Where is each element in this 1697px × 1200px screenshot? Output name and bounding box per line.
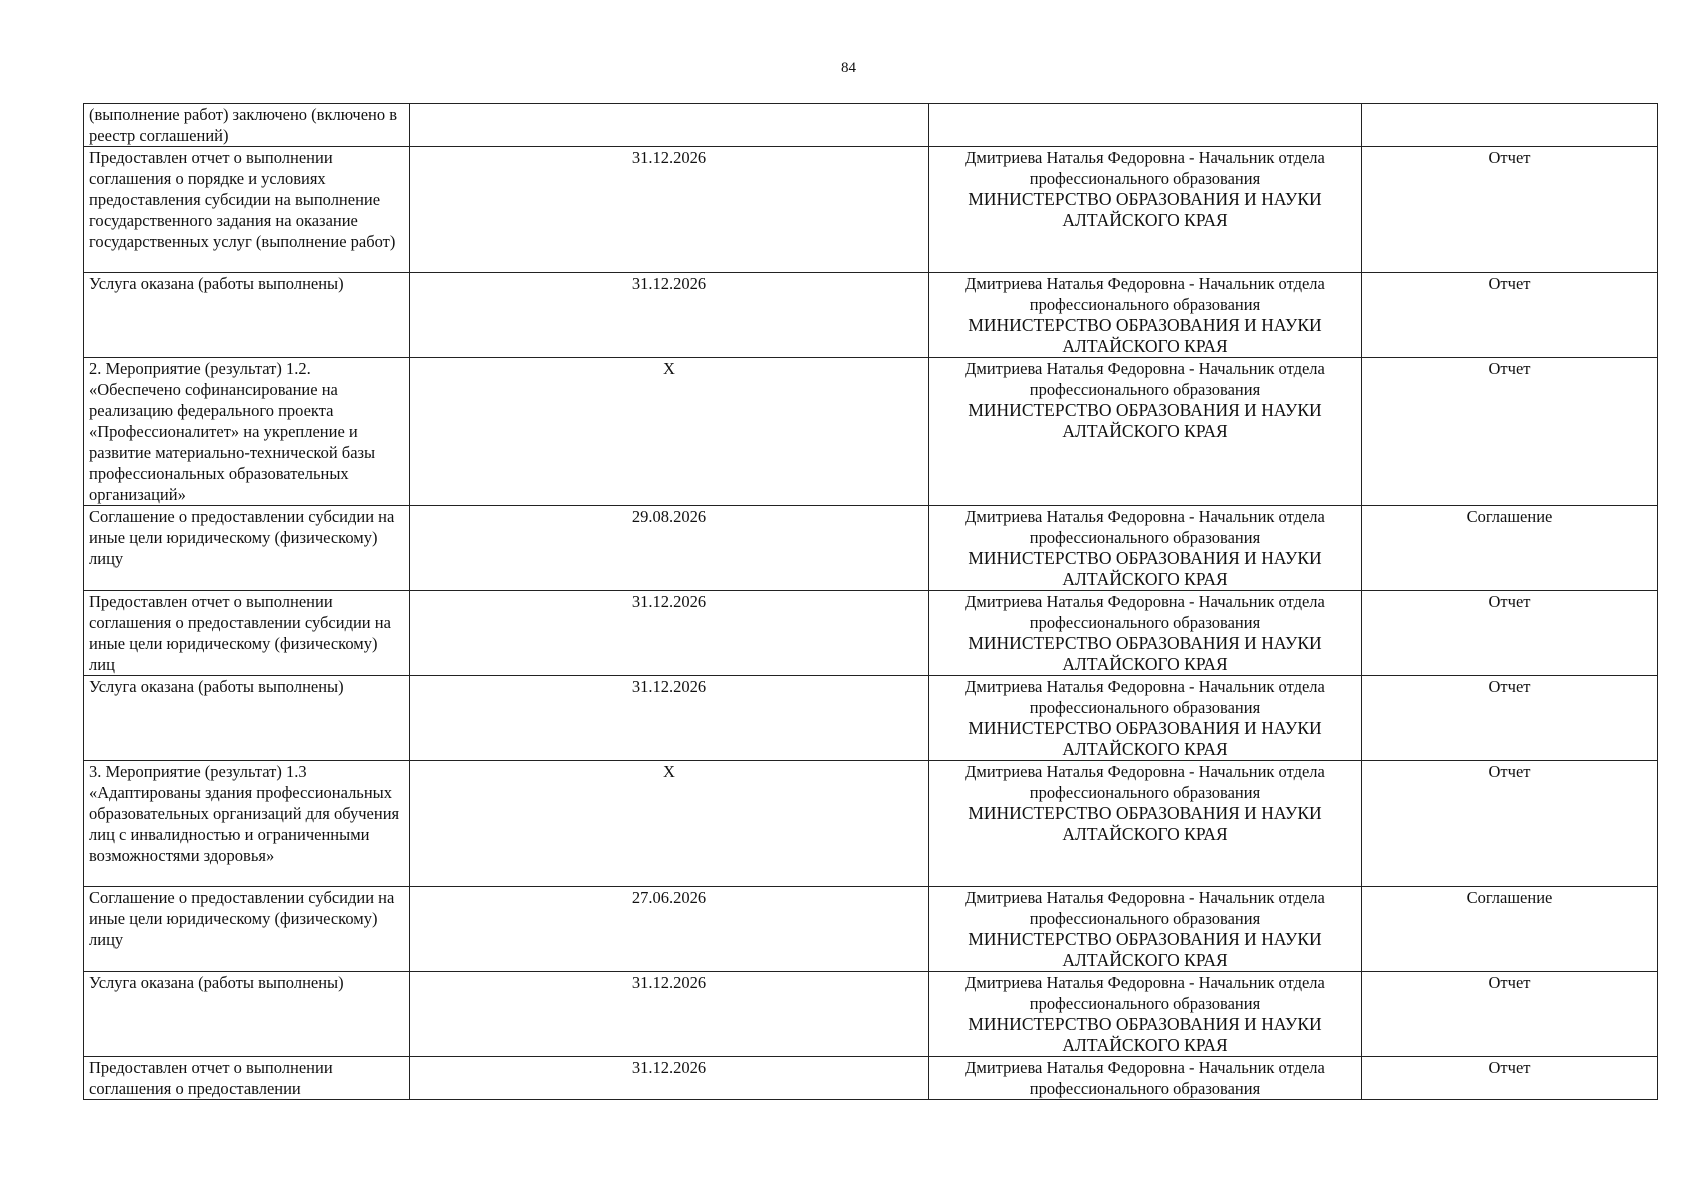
date-cell: 31.12.2026 [410, 147, 929, 273]
responsible-department: профессионального образования [1029, 909, 1261, 928]
document-type-cell [1362, 104, 1658, 147]
responsible-department: профессионального образования [1029, 698, 1261, 717]
responsible-name: Дмитриева Наталья Федоровна - Начальник отдела [965, 148, 1325, 167]
responsible-cell [929, 887, 1362, 972]
date-cell: 29.08.2026 [410, 506, 929, 591]
table-row [84, 591, 1658, 676]
responsible-name: Дмитриева Наталья Федоровна - Начальник отдела [965, 507, 1325, 526]
document-type-cell: Отчет [1362, 761, 1658, 887]
responsible-name: Дмитриева Наталья Федоровна - Начальник отдела [965, 592, 1325, 611]
table-row [84, 761, 1658, 887]
responsible-name: Дмитриева Наталья Федоровна - Начальник отдела [965, 359, 1325, 378]
responsible-department: профессионального образования [1029, 783, 1261, 802]
table-row [84, 1057, 1658, 1100]
responsible-department: профессионального образования [1029, 1079, 1261, 1098]
document-type-cell: Соглашение [1362, 506, 1658, 591]
table-body [84, 104, 1658, 1100]
plan-table [83, 103, 1658, 1100]
responsible-cell [929, 506, 1362, 591]
document-type-cell: Отчет [1362, 358, 1658, 506]
responsible-organization: МИНИСТЕРСТВО ОБРАЗОВАНИЯ И НАУКИ АЛТАЙСКОГО КРАЯ [968, 400, 1322, 441]
table-row [84, 887, 1658, 972]
event-cell: Услуга оказана (работы выполнены) [84, 676, 410, 761]
responsible-organization: МИНИСТЕРСТВО ОБРАЗОВАНИЯ И НАУКИ АЛТАЙСКОГО КРАЯ [968, 315, 1322, 356]
responsible-organization: МИНИСТЕРСТВО ОБРАЗОВАНИЯ И НАУКИ АЛТАЙСКОГО КРАЯ [968, 803, 1322, 844]
document-type-cell: Соглашение [1362, 887, 1658, 972]
date-cell: X [410, 761, 929, 887]
date-cell: 31.12.2026 [410, 591, 929, 676]
document-type-cell: Отчет [1362, 676, 1658, 761]
date-cell [410, 104, 929, 147]
responsible-cell [929, 358, 1362, 506]
responsible-organization: МИНИСТЕРСТВО ОБРАЗОВАНИЯ И НАУКИ АЛТАЙСКОГО КРАЯ [968, 1014, 1322, 1055]
table-row [84, 506, 1658, 591]
event-cell: Соглашение о предоставлении субсидии на иные цели юридическому (физическому) лицу [84, 506, 410, 591]
document-type-cell: Отчет [1362, 147, 1658, 273]
event-cell: Услуга оказана (работы выполнены) [84, 273, 410, 358]
event-cell: Предоставлен отчет о выполнении соглашения о предоставлении субсидии на иные цели юридическому (физическому) лиц [84, 591, 410, 676]
responsible-name: Дмитриева Наталья Федоровна - Начальник отдела [965, 274, 1325, 293]
responsible-organization: МИНИСТЕРСТВО ОБРАЗОВАНИЯ И НАУКИ АЛТАЙСКОГО КРАЯ [968, 548, 1322, 589]
table-row [84, 147, 1658, 273]
responsible-organization: МИНИСТЕРСТВО ОБРАЗОВАНИЯ И НАУКИ АЛТАЙСКОГО КРАЯ [968, 929, 1322, 970]
date-cell: 31.12.2026 [410, 273, 929, 358]
responsible-department: профессионального образования [1029, 380, 1261, 399]
responsible-organization: МИНИСТЕРСТВО ОБРАЗОВАНИЯ И НАУКИ АЛТАЙСКОГО КРАЯ [968, 718, 1322, 759]
table-row [84, 358, 1658, 506]
date-cell: 31.12.2026 [410, 1057, 929, 1100]
responsible-cell [929, 147, 1362, 273]
document-type-cell: Отчет [1362, 591, 1658, 676]
event-cell: (выполнение работ) заключено (включено в реестр соглашений) [84, 104, 410, 147]
date-cell: 27.06.2026 [410, 887, 929, 972]
event-cell: Услуга оказана (работы выполнены) [84, 972, 410, 1057]
event-cell: 2. Мероприятие (результат) 1.2. «Обеспечено софинансирование на реализацию федерального проекта «Профессионалитет» на укрепление и развитие материально-технической базы профессиональных образовательных организаций» [84, 358, 410, 506]
event-cell: Предоставлен отчет о выполнении соглашения о порядке и условиях предоставления субсидии на выполнение государственного задания на оказание государственных услуг (выполнение работ) [84, 147, 410, 273]
responsible-department: профессионального образования [1029, 994, 1261, 1013]
responsible-cell [929, 676, 1362, 761]
responsible-cell [929, 273, 1362, 358]
responsible-department: профессионального образования [1029, 169, 1261, 188]
table-row [84, 104, 1658, 147]
responsible-cell [929, 972, 1362, 1057]
responsible-name: Дмитриева Наталья Федоровна - Начальник отдела [965, 762, 1325, 781]
responsible-cell [929, 591, 1362, 676]
responsible-department: профессионального образования [1029, 528, 1261, 547]
document-type-cell: Отчет [1362, 1057, 1658, 1100]
table-row [84, 273, 1658, 358]
document-type-cell: Отчет [1362, 273, 1658, 358]
responsible-name: Дмитриева Наталья Федоровна - Начальник отдела [965, 888, 1325, 907]
page-number: 84 [841, 60, 856, 76]
responsible-name: Дмитриева Наталья Федоровна - Начальник отдела [965, 973, 1325, 992]
event-cell: Предоставлен отчет о выполнении соглашения о предоставлении [84, 1057, 410, 1100]
responsible-cell [929, 761, 1362, 887]
table-row [84, 972, 1658, 1057]
date-cell: 31.12.2026 [410, 972, 929, 1057]
date-cell: X [410, 358, 929, 506]
responsible-department: профессионального образования [1029, 295, 1261, 314]
responsible-organization: МИНИСТЕРСТВО ОБРАЗОВАНИЯ И НАУКИ АЛТАЙСКОГО КРАЯ [968, 633, 1322, 674]
event-cell: 3. Мероприятие (результат) 1.3 «Адаптированы здания профессиональных образовательных организаций для обучения лиц с инвалидностью и ограниченными возможностями здоровья» [84, 761, 410, 887]
responsible-cell [929, 104, 1362, 147]
table-row [84, 676, 1658, 761]
responsible-organization: МИНИСТЕРСТВО ОБРАЗОВАНИЯ И НАУКИ АЛТАЙСКОГО КРАЯ [968, 189, 1322, 230]
event-cell: Соглашение о предоставлении субсидии на иные цели юридическому (физическому) лицу [84, 887, 410, 972]
document-type-cell: Отчет [1362, 972, 1658, 1057]
responsible-department: профессионального образования [1029, 613, 1261, 632]
responsible-name: Дмитриева Наталья Федоровна - Начальник отдела [965, 677, 1325, 696]
responsible-cell [929, 1057, 1362, 1100]
responsible-name: Дмитриева Наталья Федоровна - Начальник отдела [965, 1058, 1325, 1077]
date-cell: 31.12.2026 [410, 676, 929, 761]
